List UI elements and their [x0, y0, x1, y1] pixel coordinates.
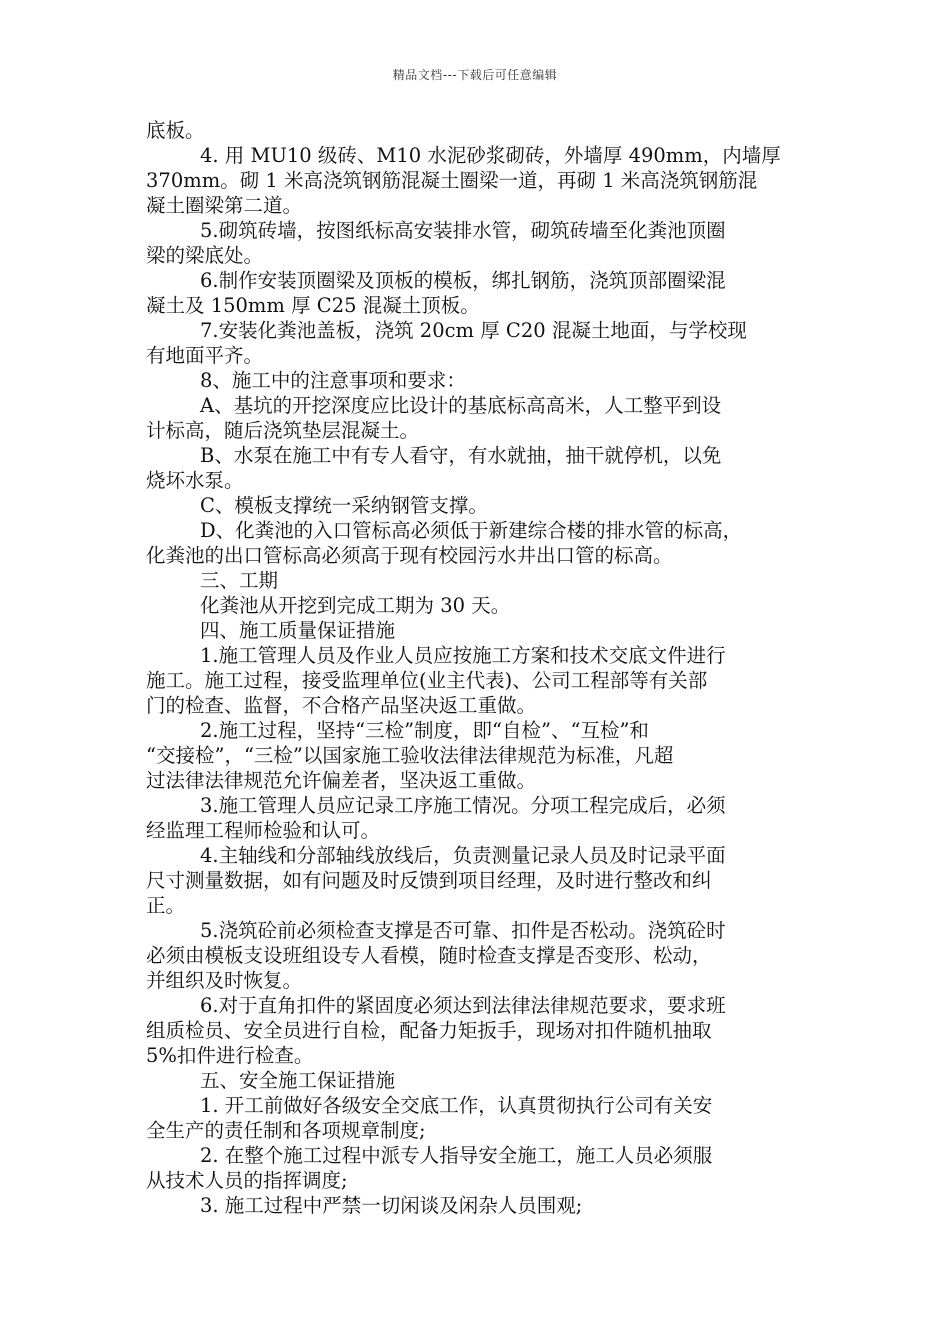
paragraph-line: 5.浇筑砼前必须检查支撑是否可靠、扣件是否松动。浇筑砼时 — [200, 919, 726, 942]
paragraph-line: 门的检查、监督，不合格产品坚决返工重做。 — [146, 694, 537, 717]
paragraph-line: 从技术人员的指挥调度; — [146, 1169, 348, 1192]
paragraph-line: 三、工期 — [200, 569, 279, 592]
paragraph-line: 5%扣件进行检查。 — [146, 1044, 314, 1067]
paragraph-line: 370mm。砌 1 米高浇筑钢筋混凝土圈梁一道，再砌 1 米高浇筑钢筋混 — [146, 169, 758, 192]
paragraph-line: 化粪池从开挖到完成工期为 30 天。 — [200, 594, 511, 617]
paragraph-line: 正。 — [146, 894, 186, 917]
paragraph-line: 6.对于直角扣件的紧固度必须达到法律法律规范要求，要求班 — [200, 994, 726, 1017]
paragraph-line: 计标高，随后浇筑垫层混凝土。 — [146, 419, 420, 442]
paragraph-line: A、基坑的开挖深度应比设计的基底标高高米，人工整平到设 — [200, 394, 722, 417]
paragraph-line: D、化粪池的入口管标高必须低于新建综合楼的排水管的标高， — [200, 519, 743, 542]
paragraph-line: B、水泵在施工中有专人看守，有水就抽，抽干就停机，以免 — [200, 444, 722, 467]
paragraph-line: 7.安装化粪池盖板，浇筑 20cm 厚 C20 混凝土地面，与学校现 — [200, 319, 747, 342]
paragraph-line: 有地面平齐。 — [146, 344, 264, 367]
paragraph-line: 8、施工中的注意事项和要求： — [200, 369, 466, 392]
paragraph-line: 施工。施工过程，接受监理单位(业主代表)、公司工程部等有关部 — [146, 669, 708, 692]
paragraph-line: 底板。 — [146, 119, 205, 142]
paragraph-line: 梁的梁底处。 — [146, 244, 264, 267]
paragraph-line: 化粪池的出口管标高必须高于现有校园污水井出口管的标高。 — [146, 544, 673, 567]
paragraph-line: 烧坏水泵。 — [146, 469, 244, 492]
paragraph-line: 6.制作安装顶圈梁及顶板的模板，绑扎钢筋，浇筑顶部圈梁混 — [200, 269, 726, 292]
paragraph-line: 过法律法律规范允许偏差者，坚决返工重做。 — [146, 769, 537, 792]
paragraph-line: 并组织及时恢复。 — [146, 969, 303, 992]
paragraph-line: 必须由模板支设班组设专人看模，随时检查支撑是否变形、松动， — [146, 944, 712, 967]
paragraph-line: 5.砌筑砖墙，按图纸标高安装排水管，砌筑砖墙至化粪池顶圈 — [200, 219, 726, 242]
paragraph-line: 2. 在整个施工过程中派专人指导安全施工，施工人员必须服 — [200, 1144, 713, 1167]
paragraph-line: 四、施工质量保证措施 — [200, 619, 396, 642]
paragraph-line: 尺寸测量数据，如有问题及时反馈到项目经理，及时进行整改和纠 — [146, 869, 712, 892]
paragraph-line: 全生产的责任制和各项规章制度; — [146, 1119, 426, 1142]
paragraph-line: 4.主轴线和分部轴线放线后，负责测量记录人员及时记录平面 — [200, 844, 726, 867]
paragraph-line: 凝土圈梁第二道。 — [146, 194, 303, 217]
paragraph-line: 1. 开工前做好各级安全交底工作，认真贯彻执行公司有关安 — [200, 1094, 713, 1117]
paragraph-line: 4. 用 MU10 级砖、M10 水泥砂浆砌砖，外墙厚 490mm，内墙厚 — [200, 144, 781, 167]
paragraph-line: 3.施工管理人员应记录工序施工情况。分项工程完成后，必须 — [200, 794, 726, 817]
paragraph-line: 经监理工程师检验和认可。 — [146, 819, 381, 842]
paragraph-line: C、模板支撑统一采纳钢管支撑。 — [200, 494, 488, 517]
page-header: 精品文档---下载后可任意编辑 — [392, 68, 558, 82]
paragraph-line: 1.施工管理人员及作业人员应按施工方案和技术交底文件进行 — [200, 644, 726, 667]
paragraph-line: 2.施工过程，坚持“三检”制度，即“自检”、“互检”和 — [200, 719, 649, 742]
paragraph-line: 凝土及 150mm 厚 C25 混凝土顶板。 — [146, 294, 480, 317]
paragraph-line: 五、安全施工保证措施 — [200, 1069, 396, 1092]
paragraph-line: “交接检”，“三检”以国家施工验收法律法律规范为标准，凡超 — [146, 744, 674, 767]
paragraph-line: 组质检员、安全员进行自检，配备力矩扳手，现场对扣件随机抽取 — [146, 1019, 712, 1042]
document-body — [146, 118, 822, 1218]
paragraph-line: 3. 施工过程中严禁一切闲谈及闲杂人员围观; — [200, 1194, 583, 1217]
